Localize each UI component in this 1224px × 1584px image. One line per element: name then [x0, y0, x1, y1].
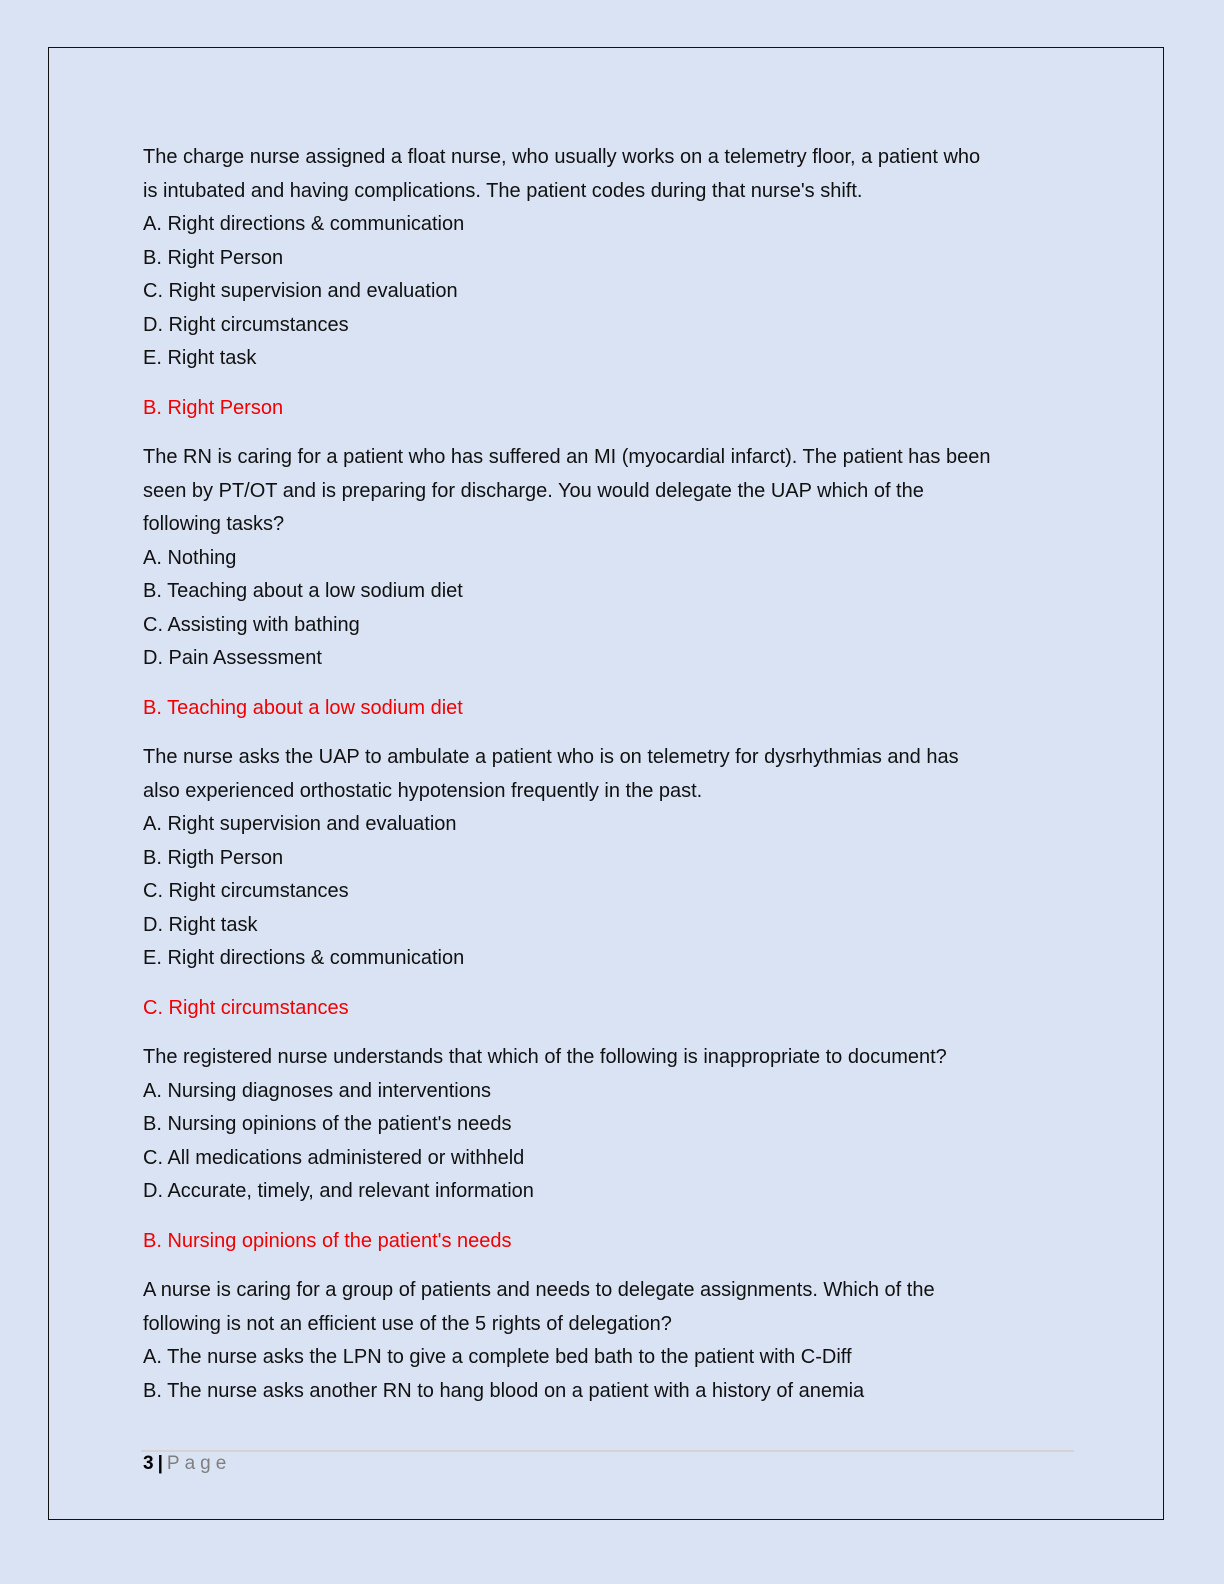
answer-option: B. Nursing opinions of the patient's needs [143, 1113, 512, 1135]
answer-option: A. Nothing [143, 546, 237, 569]
question-text: The charge nurse assigned a float nurse, who usually works on a telemetry floor, a patient who [143, 146, 981, 168]
question-text: following is not an efficient use of the 5 rights of delegation? [143, 1312, 672, 1335]
question-text: The nurse asks the UAP to ambulate a patient who is on telemetry for dysrhythmias and has [143, 746, 959, 768]
answer-option: D. Pain Assessment [143, 647, 322, 669]
correct-answer: B. Right Person [143, 396, 284, 419]
answer-option: B. Teaching about a low sodium diet [143, 580, 463, 602]
question-text: also experienced orthostatic hypotension frequently in the past. [143, 779, 703, 802]
answer-option: A. Right directions & communication [143, 213, 465, 235]
answer-option: A. The nurse asks the LPN to give a complete bed bath to the patient with C-Diff [143, 1346, 852, 1368]
answer-option: C. Right supervision and evaluation [143, 280, 458, 302]
answer-option: D. Right circumstances [143, 313, 349, 336]
answer-option: B. The nurse asks another RN to hang blood on a patient with a history of anemia [143, 1379, 865, 1402]
answer-option: E. Right task [143, 347, 257, 369]
question-block [143, 441, 1083, 725]
question-text: is intubated and having complications. The patient codes during that nurse's shift. [143, 179, 863, 202]
question-block [143, 741, 1083, 1025]
correct-answer: B. Teaching about a low sodium diet [143, 696, 463, 719]
footer-separator: | [157, 1453, 163, 1474]
question-block [143, 1274, 1083, 1408]
footer-divider [141, 1450, 1074, 1452]
answer-option: C. Assisting with bathing [143, 613, 360, 636]
answer-option: A. Right supervision and evaluation [143, 813, 457, 835]
answer-option: D. Accurate, timely, and relevant information [143, 1180, 534, 1202]
question-block [143, 1041, 1083, 1258]
question-text: A nurse is caring for a group of patients and needs to delegate assignments. Which of the [143, 1279, 935, 1301]
answer-option: C. Right circumstances [143, 880, 349, 902]
document-body [143, 141, 1083, 1408]
page-footer [143, 1454, 231, 1473]
page-label: Page [166, 1453, 232, 1474]
correct-answer: C. Right circumstances [143, 996, 349, 1019]
answer-option: D. Right task [143, 913, 258, 936]
question-text: The registered nurse understands that which of the following is inappropriate to document? [143, 1046, 947, 1068]
answer-option: A. Nursing diagnoses and interventions [143, 1079, 491, 1102]
question-block [143, 141, 1083, 425]
page-number: 3 [143, 1453, 154, 1474]
question-text: following tasks? [143, 513, 285, 535]
answer-option: B. Right Person [143, 246, 284, 269]
question-text: seen by PT/OT and is preparing for discharge. You would delegate the UAP which of the [143, 479, 924, 502]
question-text: The RN is caring for a patient who has suffered an MI (myocardial infarct). The patient has been [143, 446, 991, 468]
answer-option: E. Right directions & communication [143, 947, 465, 969]
correct-answer: B. Nursing opinions of the patient's needs [143, 1229, 512, 1252]
answer-option: C. All medications administered or withheld [143, 1146, 525, 1169]
answer-option: B. Rigth Person [143, 846, 284, 869]
